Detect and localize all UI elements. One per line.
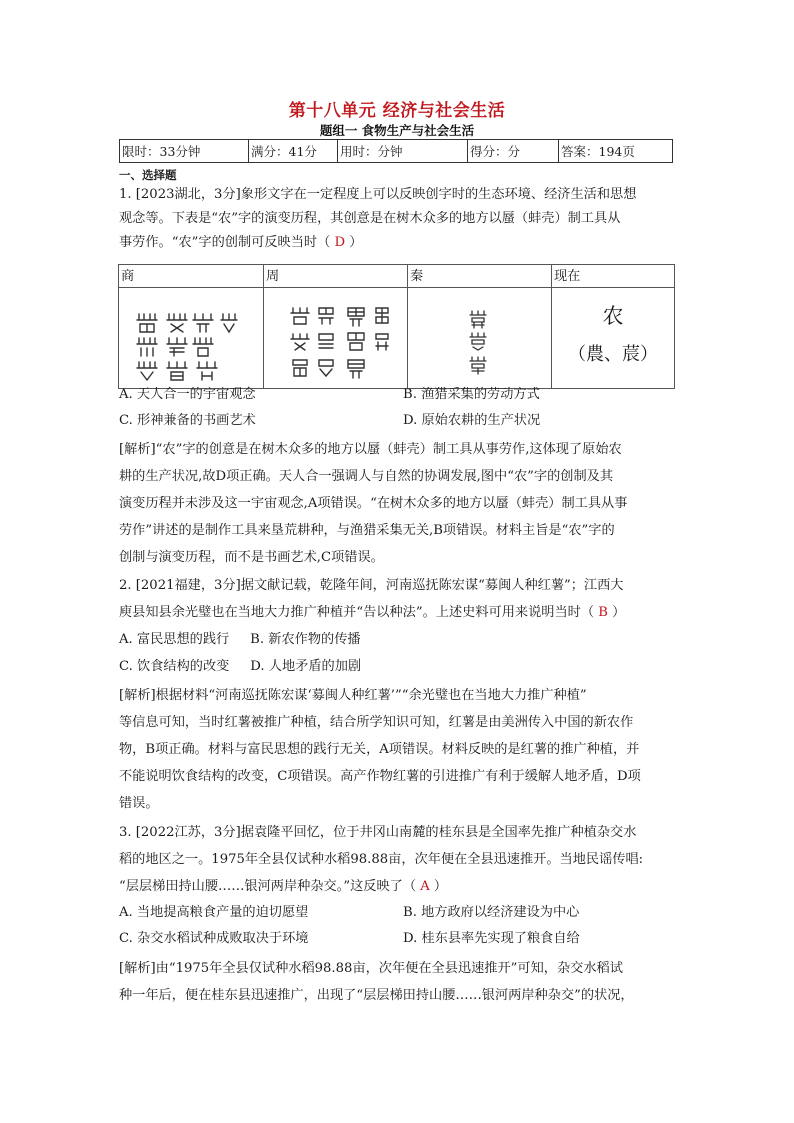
q3-option-c: C. 杂交水稻试种成败取决于环境 (119, 931, 309, 946)
q1-line: 事劳作。“农”字的创制可反映当时（ D ） (119, 235, 363, 250)
character-evolution-table (118, 264, 675, 389)
q3-options (119, 901, 679, 953)
q1-line: 观念等。下表是“农”字的演变历程，其创意是在树木众多的地方以蜃（蚌壳）制工具从 (119, 211, 621, 226)
q3-line: 稻的地区之一。1975年全县仅试种水稻98.88亩，次年便在全县迅速推开。当地民谣传唱: (119, 852, 644, 867)
analysis-line: 不能说明饮食结构的改变，C项错误。高产作物红薯的引进推广有利于缓解人地矛盾，D项 (119, 769, 641, 784)
time-used: 用时：分钟 (338, 140, 468, 163)
q1-options (119, 383, 679, 435)
q1-option-b: B. 渔猎采集的劳动方式 (403, 387, 540, 402)
zhou-ancient-script-image (264, 288, 402, 384)
question-3 (119, 819, 679, 900)
section-heading: 一、选择题 (119, 168, 177, 182)
q2-options-row-2: C. 饮食结构的改变 D. 人地矛盾的加剧 (119, 659, 362, 674)
qin-ancient-script-image (408, 288, 546, 384)
q2-line: 2. [2021福建，3分]据文献记载，乾隆年间，河南巡抚陈宏谋“募闽人种红薯”；江西大 (119, 578, 624, 593)
q2-options-row-1: A. 富民思想的践行 B. 新农作物的传播 (119, 632, 361, 647)
qin-glyphs (408, 288, 552, 389)
q1-option-c: C. 形神兼备的书画艺术 (119, 413, 256, 428)
modern-variants: （農、莀） (568, 344, 658, 365)
q3-line: 3. [2022江苏，3分]据袁隆平回忆，位于井冈山南麓的桂东县是全国率先推广种植杂交水 (119, 825, 637, 840)
head-shang: 商 (119, 265, 264, 288)
head-modern: 现在 (552, 265, 675, 288)
q3-analysis (119, 955, 679, 1009)
q1-line: 1. [2023湖北，3分]象形文字在一定程度上可以反映创字时的生态环境、经济生活和思想 (119, 187, 637, 202)
zhou-glyphs (264, 288, 408, 389)
q1-answer: D (334, 235, 346, 250)
full-score: 满分：41分 (249, 140, 338, 163)
analysis-line: 耕的生产状况,故D项正确。天人合一强调人与自然的协调发展,图中“农”字的创制及其 (119, 469, 614, 484)
group-title: 题组一 食物生产与社会生活 (319, 123, 475, 138)
q1-analysis (119, 436, 679, 571)
question-1 (119, 183, 675, 255)
modern-glyphs (552, 288, 675, 389)
analysis-line: 演变历程并未涉及这一宇宙观念,A项错误。“在树木众多的地方以蜃（蚌壳）制工具从事 (119, 496, 628, 511)
q2-answer: B (598, 605, 608, 620)
head-zhou: 周 (264, 265, 408, 288)
analysis-line: [解析]“农”字的创意是在树木众多的地方以蜃（蚌壳）制工具从事劳作,这体现了原始农 (119, 442, 622, 457)
analysis-line: 物，B项正确。材料与富民思想的践行无关，A项错误。材料反映的是红薯的推广种植，并 (119, 742, 640, 757)
analysis-line: [解析]由“1975年全县仅试种水稻98.88亩，次年便在全县迅速推开”可知，杂交水稻试 (119, 961, 623, 976)
q1-option-a: A. 天人合一的宇宙观念 (119, 387, 256, 402)
analysis-line: 错误。 (119, 796, 159, 811)
head-qin: 秦 (408, 265, 552, 288)
modern-character: 农 (602, 304, 624, 328)
q3-option-d: D. 桂东县率先实现了粮食自给 (403, 931, 580, 946)
shang-ancient-script-image (119, 288, 257, 384)
q1-option-d: D. 原始农耕的生产状况 (403, 413, 541, 428)
answer-page: 答案：194页 (559, 140, 673, 163)
question-2 (119, 572, 679, 680)
q3-option-a: A. 当地提高粮食产量的迫切愿望 (119, 905, 309, 920)
analysis-line: 创制与演变历程，而不是书画艺术,C项错误。 (119, 550, 384, 565)
q3-line: “层层梯田持山腰……银河两岸种杂交。”这反映了（ A ） (119, 879, 448, 894)
time-limit: 限时：33分钟 (120, 140, 249, 163)
analysis-line: 种一年后，便在桂东县迅速推广，出现了“层层梯田持山腰……银河两岸种杂交”的状况， (119, 988, 634, 1003)
q2-line: 庾县知县余光璧也在当地大力推广种植并“告以种法”。上述史料可用来说明当时（ B ） (119, 605, 626, 620)
q3-option-b: B. 地方政府以经济建设为中心 (403, 905, 580, 920)
q2-analysis (119, 682, 679, 817)
analysis-line: 等信息可知，当时红薯被推广种植，结合所学知识可知，红薯是由美洲传入中国的新农作 (119, 715, 634, 730)
analysis-line: [解析]根据材料“河南巡抚陈宏谋‘募闽人种红薯’”“余光璧也在当地大力推广种植” (119, 688, 587, 703)
q3-answer: A (420, 879, 430, 894)
score-field: 得分：分 (468, 140, 559, 163)
analysis-line: 劳作”讲述的是制作工具来垦荒耕种，与渔猎采集无关,B项错误。材料主旨是“农”字的 (119, 523, 615, 538)
shang-glyphs (119, 288, 264, 389)
unit-title: 第十八单元 经济与社会生活 (288, 101, 506, 121)
info-table (119, 139, 673, 163)
